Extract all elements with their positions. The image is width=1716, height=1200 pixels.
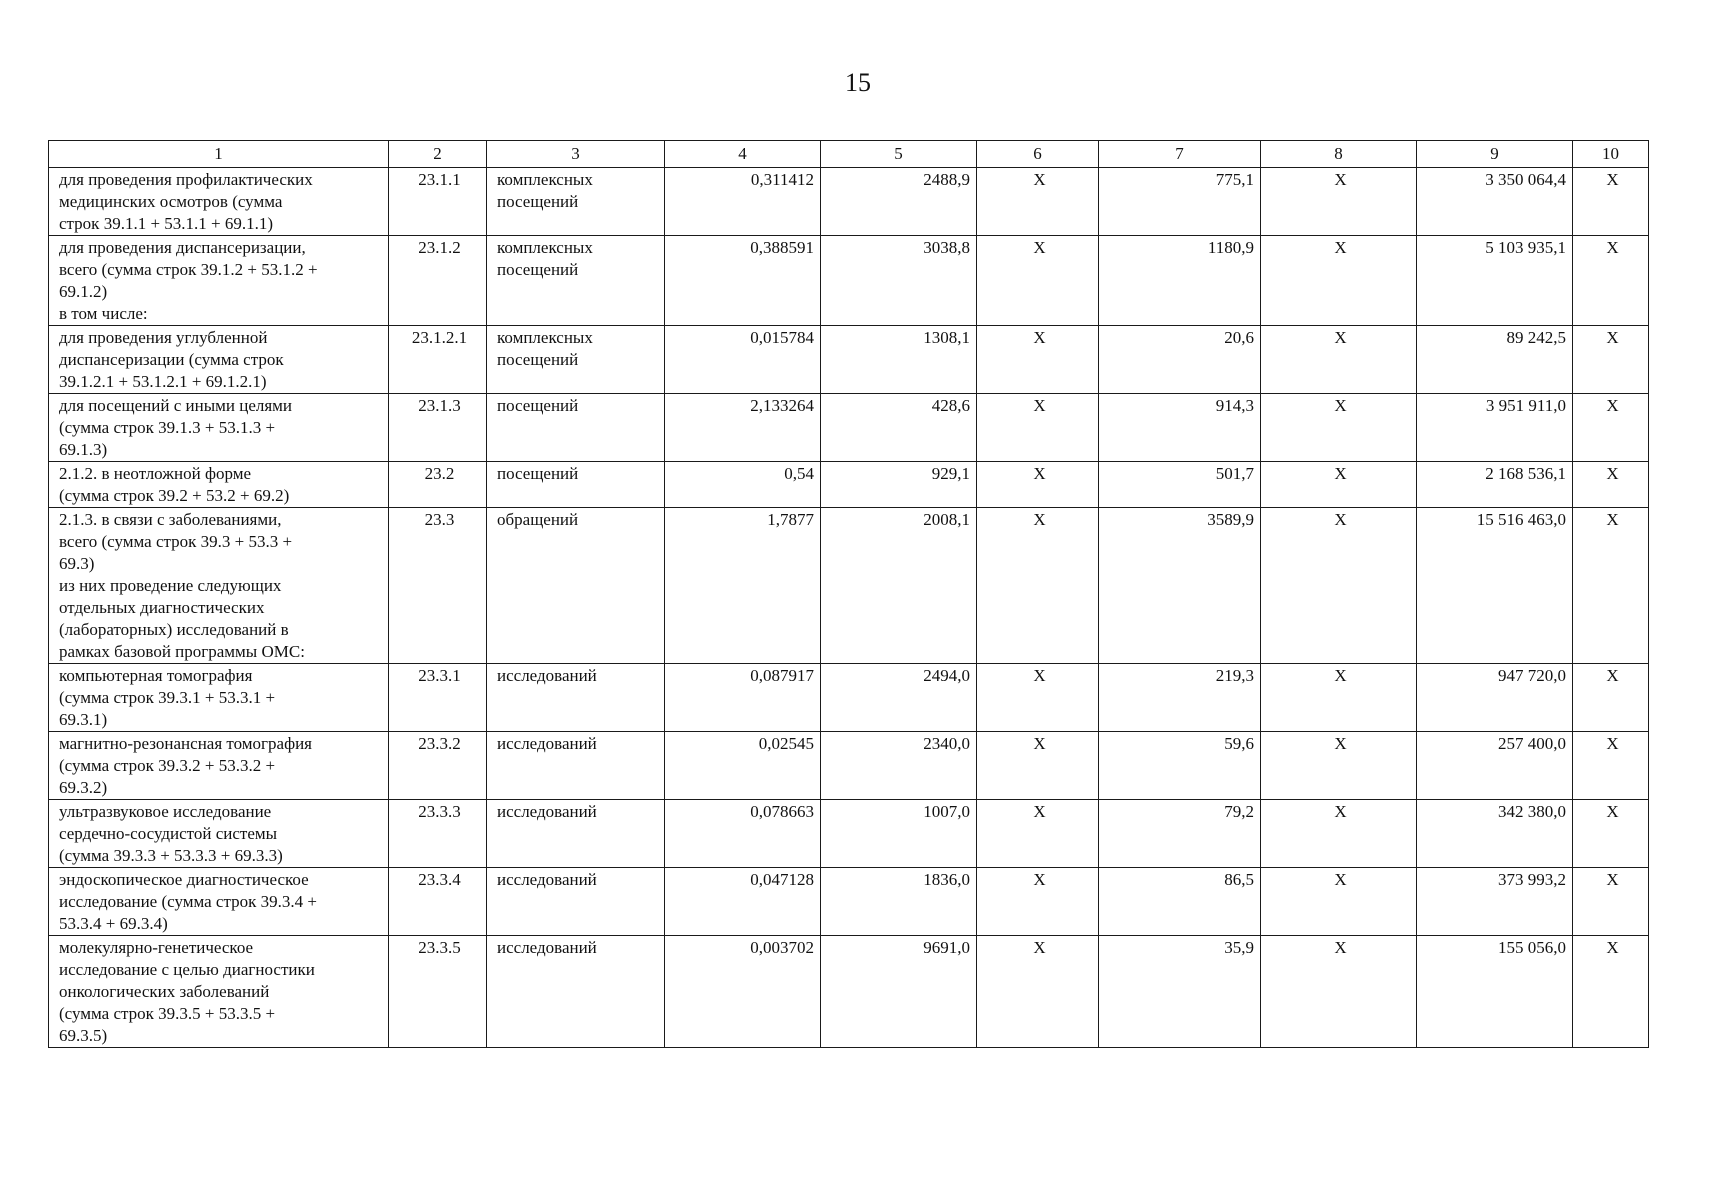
- table-row: [49, 168, 1649, 236]
- cell-unit: комплексных посещений: [487, 326, 665, 394]
- cell-col4: 0,015784: [665, 326, 821, 394]
- table-row: [49, 508, 1649, 664]
- cell-description: для проведения углубленной диспансеризации (сумма строк 39.1.2.1 + 53.1.2.1 + 69.1.2.1): [49, 326, 389, 394]
- cell-col7: 914,3: [1099, 394, 1261, 462]
- cell-row-code: 23.1.2.1: [389, 326, 487, 394]
- cell-description: магнитно-резонансная томография (сумма строк 39.3.2 + 53.3.2 + 69.3.2): [49, 732, 389, 800]
- cell-col10: X: [1573, 732, 1649, 800]
- cell-col9: 373 993,2: [1417, 868, 1573, 936]
- cell-col9: 5 103 935,1: [1417, 236, 1573, 326]
- cell-col9: 2 168 536,1: [1417, 462, 1573, 508]
- cell-row-code: 23.3.1: [389, 664, 487, 732]
- cell-row-code: 23.3: [389, 508, 487, 664]
- cell-col9: 257 400,0: [1417, 732, 1573, 800]
- cell-description: 2.1.3. в связи с заболеваниями, всего (сумма строк 39.3 + 53.3 + 69.3) из них проведение следующих отдельных диагностических (лабораторных) исследований в рамках базовой программы ОМС:: [49, 508, 389, 664]
- column-header: 5: [821, 141, 977, 168]
- cell-col7: 79,2: [1099, 800, 1261, 868]
- cell-row-code: 23.1.1: [389, 168, 487, 236]
- cell-col6: X: [977, 800, 1099, 868]
- cell-description: 2.1.2. в неотложной форме (сумма строк 39.2 + 53.2 + 69.2): [49, 462, 389, 508]
- cell-col5: 1007,0: [821, 800, 977, 868]
- cell-col7: 775,1: [1099, 168, 1261, 236]
- cell-col8: X: [1261, 664, 1417, 732]
- cell-col6: X: [977, 168, 1099, 236]
- cell-col5: 929,1: [821, 462, 977, 508]
- cell-unit: обращений: [487, 508, 665, 664]
- data-table: [48, 140, 1649, 1048]
- cell-unit: комплексных посещений: [487, 168, 665, 236]
- table-row: [49, 936, 1649, 1048]
- cell-col4: 0,003702: [665, 936, 821, 1048]
- cell-col5: 3038,8: [821, 236, 977, 326]
- table-row: [49, 732, 1649, 800]
- cell-col9: 15 516 463,0: [1417, 508, 1573, 664]
- cell-col4: 1,7877: [665, 508, 821, 664]
- cell-unit: посещений: [487, 394, 665, 462]
- cell-col8: X: [1261, 936, 1417, 1048]
- cell-col5: 2008,1: [821, 508, 977, 664]
- cell-row-code: 23.3.4: [389, 868, 487, 936]
- table-row: [49, 868, 1649, 936]
- cell-unit: исследований: [487, 800, 665, 868]
- cell-col6: X: [977, 462, 1099, 508]
- cell-col4: 0,02545: [665, 732, 821, 800]
- cell-col4: 0,388591: [665, 236, 821, 326]
- cell-unit: исследований: [487, 664, 665, 732]
- cell-description: для проведения диспансеризации, всего (сумма строк 39.1.2 + 53.1.2 + 69.1.2) в том числе:: [49, 236, 389, 326]
- header-row: [49, 141, 1649, 168]
- cell-col8: X: [1261, 732, 1417, 800]
- cell-col5: 1836,0: [821, 868, 977, 936]
- table-body: [49, 168, 1649, 1048]
- cell-col9: 3 350 064,4: [1417, 168, 1573, 236]
- cell-col10: X: [1573, 326, 1649, 394]
- cell-row-code: 23.3.2: [389, 732, 487, 800]
- cell-col9: 342 380,0: [1417, 800, 1573, 868]
- column-header: 4: [665, 141, 821, 168]
- cell-col8: X: [1261, 236, 1417, 326]
- cell-row-code: 23.1.2: [389, 236, 487, 326]
- table-row: [49, 326, 1649, 394]
- cell-col7: 501,7: [1099, 462, 1261, 508]
- cell-col5: 428,6: [821, 394, 977, 462]
- table-row: [49, 236, 1649, 326]
- cell-col8: X: [1261, 394, 1417, 462]
- cell-col10: X: [1573, 936, 1649, 1048]
- column-header: 10: [1573, 141, 1649, 168]
- cell-col5: 2494,0: [821, 664, 977, 732]
- cell-col9: 89 242,5: [1417, 326, 1573, 394]
- cell-description: эндоскопическое диагностическое исследование (сумма строк 39.3.4 + 53.3.4 + 69.3.4): [49, 868, 389, 936]
- cell-col10: X: [1573, 168, 1649, 236]
- cell-col6: X: [977, 732, 1099, 800]
- cell-col7: 1180,9: [1099, 236, 1261, 326]
- cell-unit: исследований: [487, 732, 665, 800]
- column-header: 7: [1099, 141, 1261, 168]
- cell-col4: 0,54: [665, 462, 821, 508]
- cell-col8: X: [1261, 326, 1417, 394]
- cell-row-code: 23.3.3: [389, 800, 487, 868]
- cell-col7: 3589,9: [1099, 508, 1261, 664]
- cell-col10: X: [1573, 394, 1649, 462]
- column-header: 9: [1417, 141, 1573, 168]
- cell-col4: 0,078663: [665, 800, 821, 868]
- cell-col10: X: [1573, 508, 1649, 664]
- cell-col10: X: [1573, 868, 1649, 936]
- cell-col8: X: [1261, 508, 1417, 664]
- cell-col9: 3 951 911,0: [1417, 394, 1573, 462]
- cell-row-code: 23.1.3: [389, 394, 487, 462]
- cell-col6: X: [977, 236, 1099, 326]
- cell-col10: X: [1573, 664, 1649, 732]
- cell-col8: X: [1261, 168, 1417, 236]
- cell-col4: 2,133264: [665, 394, 821, 462]
- cell-col4: 0,311412: [665, 168, 821, 236]
- cell-description: для проведения профилактических медицинских осмотров (сумма строк 39.1.1 + 53.1.1 + 69.1.1): [49, 168, 389, 236]
- cell-col8: X: [1261, 868, 1417, 936]
- cell-unit: исследований: [487, 868, 665, 936]
- cell-col4: 0,087917: [665, 664, 821, 732]
- cell-col8: X: [1261, 462, 1417, 508]
- cell-unit: исследований: [487, 936, 665, 1048]
- cell-row-code: 23.2: [389, 462, 487, 508]
- cell-row-code: 23.3.5: [389, 936, 487, 1048]
- cell-col5: 2340,0: [821, 732, 977, 800]
- column-header: 2: [389, 141, 487, 168]
- cell-col5: 1308,1: [821, 326, 977, 394]
- cell-col9: 155 056,0: [1417, 936, 1573, 1048]
- table-row: [49, 664, 1649, 732]
- cell-col7: 20,6: [1099, 326, 1261, 394]
- cell-col7: 219,3: [1099, 664, 1261, 732]
- table-row: [49, 462, 1649, 508]
- cell-col8: X: [1261, 800, 1417, 868]
- cell-col7: 86,5: [1099, 868, 1261, 936]
- cell-unit: посещений: [487, 462, 665, 508]
- cell-col10: X: [1573, 462, 1649, 508]
- cell-col6: X: [977, 936, 1099, 1048]
- cell-col6: X: [977, 326, 1099, 394]
- cell-unit: комплексных посещений: [487, 236, 665, 326]
- cell-description: для посещений с иными целями (сумма строк 39.1.3 + 53.1.3 + 69.1.3): [49, 394, 389, 462]
- cell-col4: 0,047128: [665, 868, 821, 936]
- column-header: 8: [1261, 141, 1417, 168]
- page-number: 15: [845, 68, 871, 97]
- cell-col6: X: [977, 664, 1099, 732]
- table-row: [49, 394, 1649, 462]
- cell-description: компьютерная томография (сумма строк 39.3.1 + 53.3.1 + 69.3.1): [49, 664, 389, 732]
- cell-col7: 59,6: [1099, 732, 1261, 800]
- cell-description: молекулярно-генетическое исследование с целью диагностики онкологических заболеваний (сумма строк 39.3.5 + 53.3.5 + 69.3.5): [49, 936, 389, 1048]
- cell-col6: X: [977, 868, 1099, 936]
- column-header: 3: [487, 141, 665, 168]
- cell-col10: X: [1573, 236, 1649, 326]
- cell-col5: 9691,0: [821, 936, 977, 1048]
- cell-col7: 35,9: [1099, 936, 1261, 1048]
- column-header: 6: [977, 141, 1099, 168]
- cell-description: ультразвуковое исследование сердечно-сосудистой системы (сумма 39.3.3 + 53.3.3 + 69.3.3): [49, 800, 389, 868]
- table-row: [49, 800, 1649, 868]
- cell-col6: X: [977, 508, 1099, 664]
- cell-col9: 947 720,0: [1417, 664, 1573, 732]
- column-header: 1: [49, 141, 389, 168]
- cell-col6: X: [977, 394, 1099, 462]
- cell-col5: 2488,9: [821, 168, 977, 236]
- cell-col10: X: [1573, 800, 1649, 868]
